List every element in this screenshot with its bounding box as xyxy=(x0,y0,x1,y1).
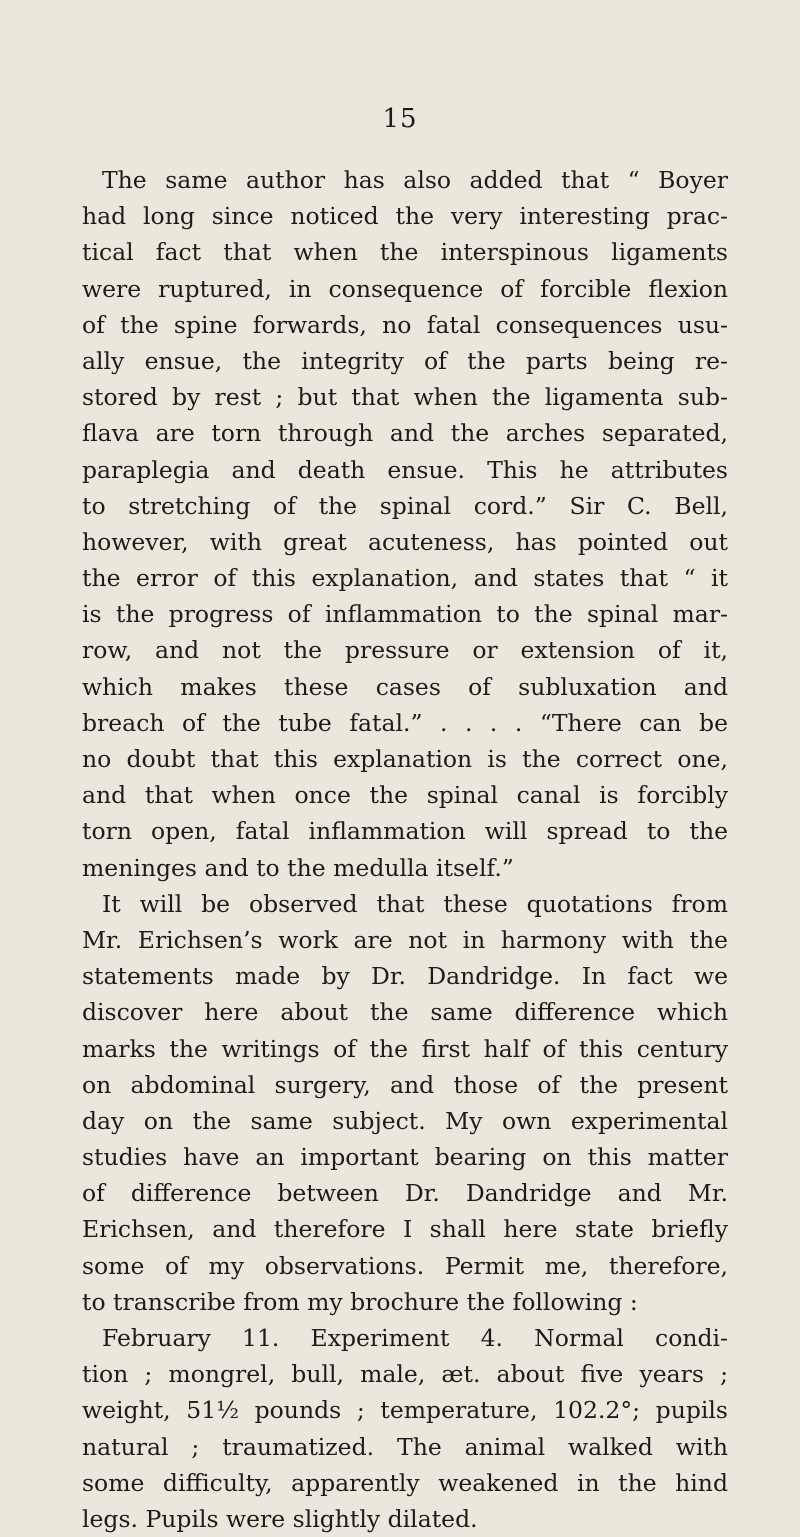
text-line: is the progress of inflammation to the spinal mar- xyxy=(82,600,728,629)
text-line: meninges and to the medulla itself.” xyxy=(82,853,514,882)
text-line: torn open, fatal inflammation will spread to the xyxy=(82,817,728,846)
text-line: which makes these cases of subluxation and xyxy=(82,672,728,701)
text-line: some of my observations. Permit me, therefore, xyxy=(82,1251,728,1280)
text-line: on abdominal surgery, and those of the present xyxy=(82,1070,728,1099)
text-line: discover here about the same difference which xyxy=(82,998,728,1027)
text-line: paraplegia and death ensue. This he attributes xyxy=(82,455,728,484)
text-line: tical fact that when the interspinous ligaments xyxy=(82,238,728,267)
text-line: weight, 51½ pounds ; temperature, 102.2°; pupils xyxy=(82,1396,728,1425)
text-line: tion ; mongrel, bull, male, æt. about five years ; xyxy=(82,1360,728,1389)
text-line: row, and not the pressure or extension of it, xyxy=(82,636,728,665)
text-line: however, with great acuteness, has pointed out xyxy=(82,527,728,556)
text-line: day on the same subject. My own experimental xyxy=(82,1106,728,1135)
text-line: legs. Pupils were slightly dilated. xyxy=(82,1504,478,1533)
text-line: The same author has also added that “ Boyer xyxy=(102,166,728,194)
text-line: Mr. Erichsen’s work are not in harmony with the xyxy=(82,925,728,954)
text-line: stored by rest ; but that when the ligamenta sub- xyxy=(82,383,728,412)
text-line: natural ; traumatized. The animal walked with xyxy=(82,1432,728,1461)
text-line: It will be observed that these quotations from xyxy=(102,889,728,918)
text-line: Erichsen, and therefore I shall here state briefly xyxy=(82,1215,728,1244)
text-line: had long since noticed the very interesting prac- xyxy=(82,202,728,231)
text-line: to transcribe from my brochure the following : xyxy=(82,1287,638,1316)
text-line: and that when once the spinal canal is forcibly xyxy=(82,781,728,810)
text-line: marks the writings of the first half of this century xyxy=(82,1034,728,1063)
text-line: of difference between Dr. Dandridge and Mr. xyxy=(82,1179,728,1208)
text-line: February 11. Experiment 4. Normal condi- xyxy=(102,1324,728,1352)
text-line: flava are torn through and the arches separated, xyxy=(82,419,728,448)
text-line: ally ensue, the integrity of the parts being re- xyxy=(82,346,728,375)
body-text xyxy=(82,162,728,1537)
text-line: were ruptured, in consequence of forcible flexion xyxy=(82,274,728,303)
text-line: the error of this explanation, and states that “ it xyxy=(82,564,728,593)
page-number: 15 xyxy=(382,104,418,134)
text-line: no doubt that this explanation is the correct one, xyxy=(82,745,728,773)
text-line: to stretching of the spinal cord.” Sir C. Bell, xyxy=(82,491,728,520)
text-line: statements made by Dr. Dandridge. In fact we xyxy=(82,962,728,991)
text-line: breach of the tube fatal.” . . . . “There can be xyxy=(82,708,728,737)
text-line: studies have an important bearing on this matter xyxy=(82,1143,728,1172)
text-line: of the spine forwards, no fatal consequences usu- xyxy=(82,310,728,339)
text-line: some difficulty, apparently weakened in the hind xyxy=(82,1468,728,1497)
